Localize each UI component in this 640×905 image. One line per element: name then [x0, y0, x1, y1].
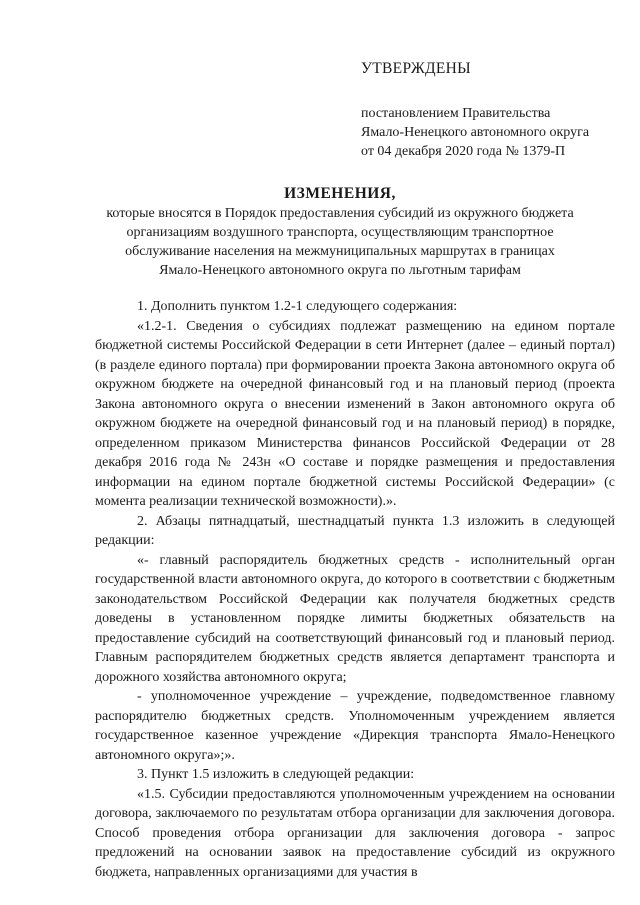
paragraph: 1. Дополнить пунктом 1.2-1 следующего содержания:: [137, 299, 458, 314]
approval-line: постановлением Правительства: [361, 106, 551, 121]
paragraph: «- главный распорядитель бюджетных средств - исполнительный орган государственной власти автономного округа, до которого в соответствии с бюджетным законодательством Российской Федерации как получателя бюджетных средств доведены в установленном порядке лимиты бюджетных обязательств на предоставление субсидий на соответствующий финансовый год и плановый период. Главным распорядителем бюджетных средств является департамент транспорта и дорожного хозяйства автономного округа;: [95, 552, 615, 685]
document-subtitle-line: обслуживание населения на межмуниципальных маршрутах в границах: [125, 244, 555, 259]
document-title: ИЗМЕНЕНИЯ,: [284, 185, 396, 202]
approval-line: Ямало-Ненецкого автономного округа: [361, 125, 590, 140]
document-body: [95, 297, 615, 882]
paragraph: 3. Пункт 1.5 изложить в следующей редакции:: [137, 767, 415, 782]
paragraph: «1.5. Субсидии предоставляются уполномоченным учреждением на основании договора, заключаемого по результатам отбора организации для заключения договора. Способ проведения отбора организации для заключения договора - запрос предложений на основании заявок на предоставление субсидий из окружного бюджета, направленных организациями для участия в: [95, 786, 615, 880]
document-heading: [60, 183, 620, 280]
approval-label: УТВЕРЖДЕНЫ: [361, 60, 471, 77]
approval-line: от 04 декабря 2020 года № 1379-П: [361, 144, 566, 159]
document-subtitle-line: Ямало-Ненецкого автономного округа по льготным тарифам: [159, 263, 521, 278]
document-subtitle-line: организациям воздушного транспорта, осуществляющим транспортное: [126, 225, 554, 240]
document-subtitle-line: которые вносятся в Порядок предоставления субсидий из окружного бюджета: [106, 206, 574, 221]
paragraph: - уполномоченное учреждение – учреждение, подведомственное главному распорядителю бюджетных средств. Уполномоченным учреждением является государственное казенное учреждение «Дирекция транспорта Ямало-Ненецкого автономного округа»;».: [95, 689, 615, 763]
paragraph: 2. Абзацы пятнадцатый, шестнадцатый пункта 1.3 изложить в следующей редакции:: [95, 513, 615, 548]
approval-block: [361, 60, 631, 161]
paragraph: «1.2-1. Сведения о субсидиях подлежат размещению на едином портале бюджетной системы Российской Федерации в сети Интернет (далее – единый портал) (в разделе единого портала) при формировании проекта Закона автономного округа об окружном бюджете на очередной финансовый год и на плановый период (проекта Закона автономного округа о внесении изменений в Закон автономного округа об окружном бюджете на очередной финансовый год и на плановый период) в порядке, определенном приказом Министерства финансов Российской Федерации от 28 декабря 2016 года № 243н «О составе и порядке размещения и предоставления информации на едином портале бюджетной системы Российской Федерации» (с момента реализации технической возможности).».: [95, 318, 615, 509]
